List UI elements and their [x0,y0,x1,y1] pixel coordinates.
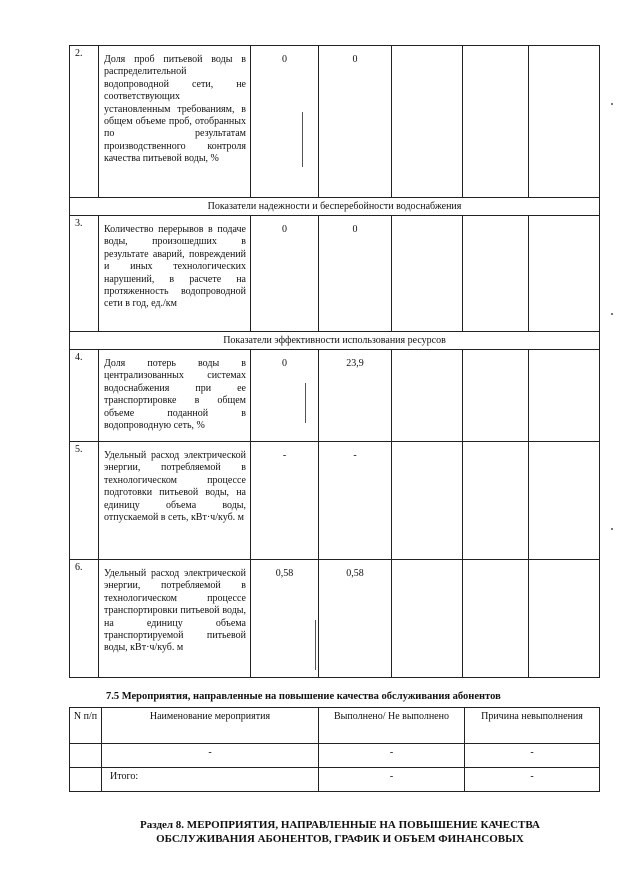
empty-cell [529,442,600,560]
empty-cell [392,442,463,560]
cell-num [70,768,102,792]
empty-cell [529,46,600,198]
cell-num [70,744,102,768]
value-cell: 0 [319,46,392,198]
empty-cell [529,560,600,678]
measures-table [69,707,600,792]
col-header-name: Наименование мероприятия [102,708,319,744]
table-row [70,560,600,678]
table-row [70,46,600,198]
indicator-description: Доля потерь воды в централизованных системах водоснабжения при ее транспортировке в общем объеме поданной в водопроводную сеть, % [99,350,251,442]
empty-cell [463,442,529,560]
value-cell: 0,58 [319,560,392,678]
empty-cell [529,350,600,442]
table-row [70,442,600,560]
scan-dot [611,103,613,105]
value-cell: 0 [319,216,392,332]
section-efficiency: Показатели эффективности использования ресурсов [70,332,600,350]
value-cell: - [251,442,319,560]
table-row [70,216,600,332]
cell-done: - [319,744,465,768]
empty-cell [392,46,463,198]
indicators-table [69,45,600,678]
cell-done: - [319,768,465,792]
cell-reason: - [465,768,600,792]
col-header-reason: Причина невыполнения [465,708,600,744]
value-cell: - [319,442,392,560]
row-number: 5. [70,442,99,560]
indicator-description: Количество перерывов в подаче воды, произошедших в результате аварий, повреждений и иных технологических нарушений, в расчете на протяженность водопроводной сети в год, ед./км [99,216,251,332]
indicator-description: Удельный расход электрической энергии, потребляемой в технологическом процессе транспортировки питьевой воды, на единицу объема транспортируемой питьевой воды, кВт·ч/куб. м [99,560,251,678]
section-8-line-1: Раздел 8. МЕРОПРИЯТИЯ, НАПРАВЛЕННЫЕ НА ПОВЫШЕНИЕ КАЧЕСТВА [140,819,540,831]
scan-dot [611,313,613,315]
empty-cell [463,46,529,198]
value-cell: 23,9 [319,350,392,442]
empty-cell [392,216,463,332]
table-row [70,350,600,442]
section-8-line-2: ОБСЛУЖИВАНИЯ АБОНЕНТОВ, ГРАФИК И ОБЪЕМ ФИНАНСОВЫХ [156,833,524,845]
value-cell: 0 [251,46,319,198]
value-cell: 0,58 [251,560,319,678]
row-number: 4. [70,350,99,442]
scan-mark [305,383,306,423]
table-row [70,744,600,768]
row-number: 3. [70,216,99,332]
col-header-done: Выполнено/ Не выполнено [319,708,465,744]
table-header-row [70,708,600,744]
empty-cell [392,350,463,442]
scan-mark [315,620,316,670]
empty-cell [463,216,529,332]
cell-name: - [102,744,319,768]
empty-cell [463,560,529,678]
indicator-description: Доля проб питьевой воды в распределительной водопроводной сети, не соответствующих установленным требованиям, в общем объеме проб, отобранных по результатам производственного контроля качества питьевой воды, % [99,46,251,198]
indicator-description: Удельный расход электрической энергии, потребляемой в технологическом процессе подготовки питьевой воды, на единицу объема воды, отпускаемой в сеть, кВт·ч/куб. м [99,442,251,560]
empty-cell [392,560,463,678]
section-8-heading [0,818,640,846]
cell-reason: - [465,744,600,768]
scan-mark [302,112,303,167]
section-reliability: Показатели надежности и бесперебойности водоснабжения [70,198,600,216]
col-header-num: N п/п [70,708,102,744]
row-number: 2. [70,46,99,198]
subsection-heading: 7.5 Мероприятия, направленные на повышение качества обслуживания абонентов [106,691,501,702]
section-row [70,332,600,350]
section-row [70,198,600,216]
total-label: Итого: [102,768,319,792]
value-cell: 0 [251,216,319,332]
value-cell: 0 [251,350,319,442]
total-row [70,768,600,792]
row-number: 6. [70,560,99,678]
scan-dot [611,528,613,530]
empty-cell [463,350,529,442]
empty-cell [529,216,600,332]
